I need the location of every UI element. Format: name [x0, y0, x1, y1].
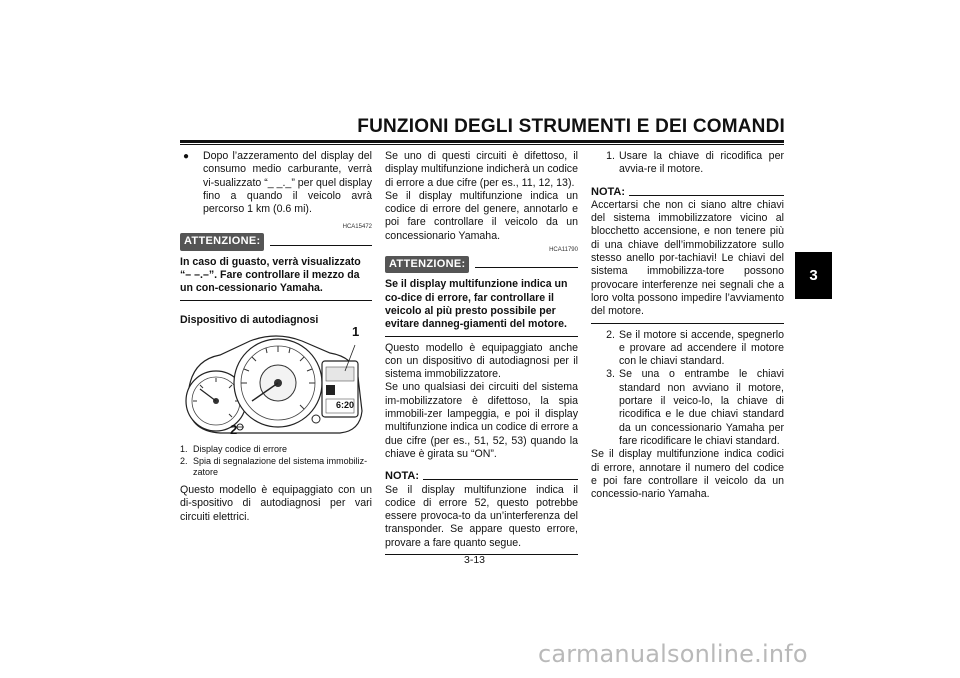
attention-rule [270, 245, 372, 246]
nota-text: Se il display multifunzione indica il codice di errore 52, questo potrebbe essere provoca-to da un’interferenza del transponder. Se appare questo errore, provare a fare quanto segue. [385, 484, 578, 555]
chapter-tab: 3 [795, 252, 832, 299]
display-readout: 6:20 [336, 399, 355, 410]
numbered-step: 3. Se una o entrambe le chiavi standard non avviano il motore, portare il veico-lo, la chiave di ricodifica e le due chiavi standard da un concessionario Yamaha per fare ricodificare le chiavi standard. [606, 368, 784, 447]
paragraph: Se il display multifunzione indica un codice di errore del genere, annotarlo e poi fare controllare il veicolo da un concessionario Yamaha. [385, 189, 578, 242]
caption-item: 2. Spia di segnalazione del sistema immobiliz-zatore [180, 455, 368, 477]
callout-2: 2 [230, 421, 238, 437]
nota-rule [423, 479, 578, 480]
callout-1: 1 [352, 323, 360, 339]
page-header-title: FUNZIONI DEGLI STRUMENTI E DEI COMANDI [357, 116, 785, 137]
attention-label: ATTENZIONE: [385, 256, 469, 273]
watermark: carmanualsonline.info [538, 640, 808, 668]
nota-text: Accertarsi che non ci siano altre chiavi del sistema immobilizzatore vicino al blocchetto accensione, e non tenere più di una chiave dell’immobilizzatore sullo stesso anello por-tachiavi! Le chiavi del sistema immobilizza-tore possono provocare interferenze nei segnali che a loro volta possono impedire l’avviamento del motore. [591, 199, 784, 324]
nota-rule [629, 195, 784, 196]
paragraph: Se il display multifunzione indica codici di errore, annotare il numero del codice e poi fare controllare il veicolo da un concessio-nario Yamaha. [591, 448, 784, 501]
section-title: Dispositivo di autodiagnosi [180, 313, 319, 326]
attention-heading [385, 256, 578, 273]
attention-heading [180, 233, 372, 250]
column-1 [180, 150, 372, 524]
column-2 [385, 150, 578, 555]
attention-label: ATTENZIONE: [180, 233, 264, 250]
paragraph: Se uno di questi circuiti è difettoso, il display multifunzione indicherà un codice di errore a due cifre (per es., 11, 12, 13). [385, 150, 578, 189]
header-rule [180, 140, 784, 143]
bullet-text: Dopo l’azzeramento del display del consumo medio carburante, verrà vi-sualizzato “_ _._” per quel display fino a quando il veicolo avrà percorso 1 km (0.6 mi). [203, 150, 372, 216]
warning-text: In caso di guasto, verrà visualizzato “– –.–”. Fare controllare il mezzo da un con-cessionario Yamaha. [180, 256, 372, 301]
caption-item: 1. Display codice di errore [180, 443, 288, 454]
figure-captions [180, 444, 372, 478]
bullet-dot-icon: ● [183, 151, 190, 162]
nota-heading [591, 186, 784, 199]
paragraph: Se uno qualsiasi dei circuiti del sistema im-mobilizzatore è difettoso, la spia immobili-zer lampeggia, e poi il display multifunzione indica un codice di errore a due cifre (per es., 51, 52, 53) quando la chiave è girata su “ON”. [385, 381, 578, 460]
numbered-step: 1. Usare la chiave di ricodifica per avvia-re il motore. [606, 150, 784, 176]
bullet-item [180, 150, 372, 216]
instrument-cluster-illustration [180, 331, 372, 439]
column-3 [591, 150, 784, 501]
header-rule-thin [180, 144, 784, 145]
numbered-steps [591, 329, 784, 449]
dashboard-figure [180, 323, 372, 439]
warning-code: HCA15472 [342, 224, 372, 231]
warning-code: HCA11790 [549, 247, 578, 254]
nota-heading [385, 470, 578, 483]
numbered-step: 2. Se il motore si accende, spegnerlo e provare ad accendere il motore con le chiavi standard. [606, 328, 784, 368]
nota-label: NOTA: [385, 470, 420, 483]
paragraph: Questo modello è equipaggiato con un di-spositivo di autodiagnosi per vari circuiti elettrici. [180, 483, 372, 523]
warning-text: Se il display multifunzione indica un co-dice di errore, far controllare il veicolo al più presto possibile per evitare danneg-giamenti del motore. [385, 278, 578, 336]
attention-rule [475, 267, 578, 268]
page-number: 3-13 [464, 554, 486, 566]
paragraph: Questo modello è equipaggiato anche con un dispositivo di autodiagnosi per il sistema immobilizzatore. [385, 341, 578, 381]
nota-label: NOTA: [591, 185, 626, 198]
